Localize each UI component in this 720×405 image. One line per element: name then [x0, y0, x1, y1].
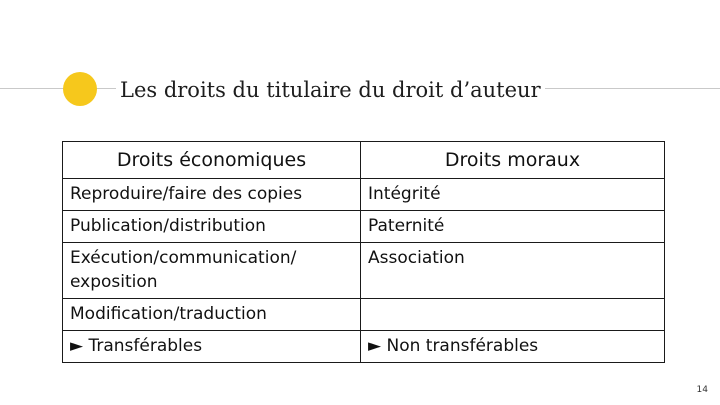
- table-row: [63, 299, 665, 331]
- cell-economic: Exécution/communication/ exposition: [63, 243, 361, 299]
- cell-economic: Reproduire/faire des copies: [63, 179, 361, 211]
- cell-economic: Modification/traduction: [63, 299, 361, 331]
- table-row: [63, 331, 665, 363]
- slide-title: Les droits du titulaire du droit d’auteur: [116, 73, 545, 107]
- accent-circle: [63, 72, 97, 106]
- table-row: [63, 179, 665, 211]
- rights-table: [62, 141, 665, 363]
- cell-moral: Association: [361, 243, 665, 299]
- cell-moral: Paternité: [361, 211, 665, 243]
- table-row: [63, 243, 665, 299]
- cell-economic: Publication/distribution: [63, 211, 361, 243]
- header-moral-rights: Droits moraux: [361, 142, 665, 179]
- cell-moral-non-transferable: ► Non transférables: [361, 331, 665, 363]
- page-number: 14: [696, 385, 708, 395]
- cell-economic-transferable: ► Transférables: [63, 331, 361, 363]
- cell-moral: [361, 299, 665, 331]
- table-row: [63, 211, 665, 243]
- cell-moral: Intégrité: [361, 179, 665, 211]
- header-economic-rights: Droits économiques: [63, 142, 361, 179]
- table-header-row: [63, 142, 665, 179]
